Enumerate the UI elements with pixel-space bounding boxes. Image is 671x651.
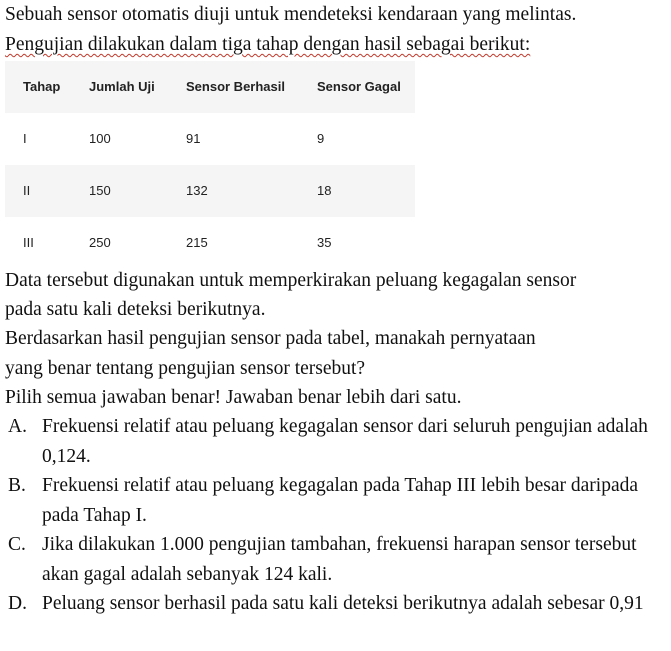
intro-line-2	[5, 33, 530, 57]
cell-jumlah-uji: 100	[89, 131, 111, 146]
option-c-text: Jika dilakukan 1.000 pengujian tambahan, frekuensi harapan sensor tersebut akan gagal adalah sebanyak 124 kali.	[42, 534, 637, 585]
header-sensor-gagal: Sensor Gagal	[317, 79, 401, 94]
paragraph-1-line-2: pada satu kali deteksi berikutnya.	[5, 299, 266, 320]
option-a-letter: A.	[8, 416, 27, 437]
option-b-text: Frekuensi relatif atau peluang kegagalan pada Tahap III lebih besar daripada pada Tahap I.	[42, 475, 639, 526]
option-d-letter: D.	[8, 593, 27, 614]
cell-sensor-gagal: 9	[317, 131, 325, 146]
intro-line-1: Sebuah sensor otomatis diuji untuk mendeteksi kendaraan yang melintas.	[5, 4, 577, 25]
table-row	[5, 165, 415, 217]
cell-sensor-gagal: 35	[317, 235, 332, 250]
option-c-letter: C.	[8, 534, 26, 555]
table-header-row	[5, 61, 415, 113]
cell-jumlah-uji: 150	[89, 183, 111, 198]
instruction-text: Pilih semua jawaban benar! Jawaban benar lebih dari satu.	[5, 387, 462, 408]
option-b-letter: B.	[8, 475, 26, 496]
paragraph-1-line-1: Data tersebut digunakan untuk memperkirakan peluang kegagalan sensor	[5, 270, 577, 291]
cell-tahap: I	[23, 131, 27, 146]
cell-sensor-berhasil: 91	[186, 131, 201, 146]
paragraph-2-line-1: Berdasarkan hasil pengujian sensor pada tabel, manakah pernyataan	[5, 328, 536, 349]
table-row	[5, 113, 415, 165]
header-sensor-berhasil: Sensor Berhasil	[186, 79, 285, 94]
option-d-text: Peluang sensor berhasil pada satu kali deteksi berikutnya adalah sebesar 0,91	[42, 593, 644, 614]
header-tahap: Tahap	[23, 79, 61, 94]
cell-sensor-berhasil: 132	[186, 183, 208, 198]
cell-sensor-gagal: 18	[317, 183, 332, 198]
cell-tahap: III	[23, 235, 34, 250]
intro-line-2-text: Pengujian dilakukan dalam tiga tahap dengan hasil sebagai berikut:	[5, 34, 531, 55]
table-row	[5, 217, 415, 269]
header-jumlah-uji: Jumlah Uji	[89, 79, 155, 94]
cell-tahap: II	[23, 183, 31, 198]
paragraph-2-line-2: yang benar tentang pengujian sensor tersebut?	[5, 358, 366, 379]
results-table	[5, 61, 415, 269]
cell-jumlah-uji: 250	[89, 235, 111, 250]
cell-sensor-berhasil: 215	[186, 235, 208, 250]
option-a-text: Frekuensi relatif atau peluang kegagalan sensor dari seluruh pengujian adalah 0,124.	[42, 416, 648, 467]
